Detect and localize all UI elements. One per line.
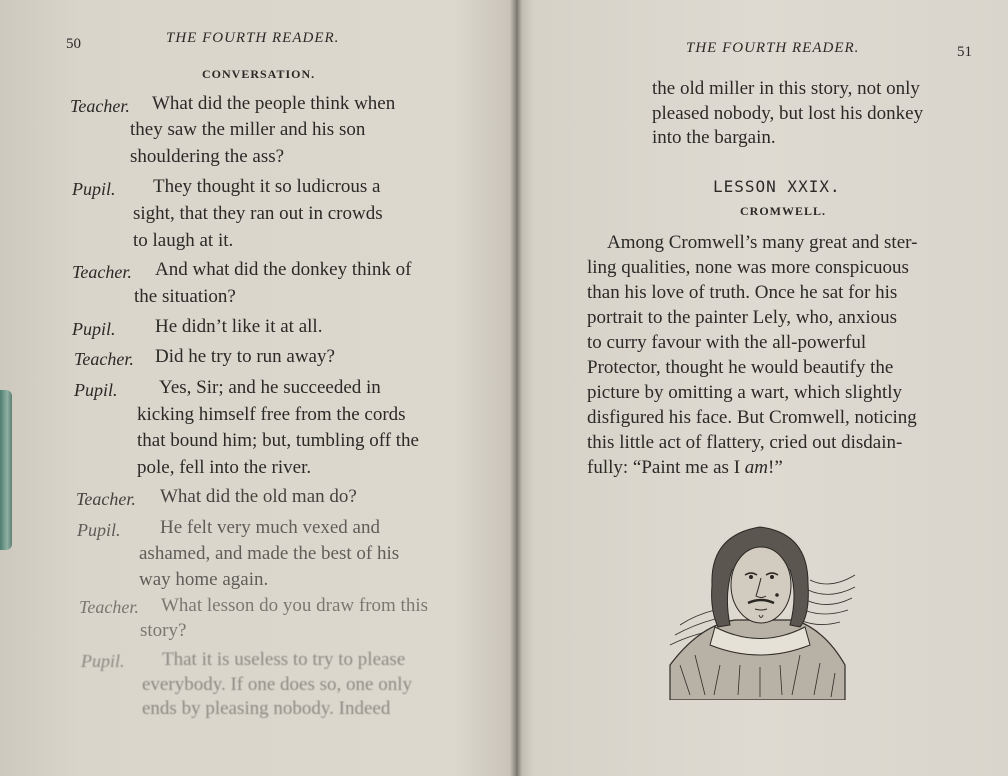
dialogue-line: ends by pleasing nobody. Indeed (142, 698, 391, 719)
running-head-right: THE FOURTH READER. (686, 40, 860, 56)
dialogue-line: sight, that they ran out in crowds (133, 203, 383, 224)
body-line: picture by omitting a wart, which slightly (587, 382, 903, 403)
body-line: this little act of flattery, cried out disdain- (587, 432, 903, 453)
dialogue-line: They thought it so ludicrous a (153, 176, 381, 197)
continuation-line: into the bargain. (652, 127, 776, 148)
dialogue-line: ashamed, and made the best of his (139, 543, 400, 564)
speaker-label: Teacher. (70, 96, 130, 116)
speaker-label: Pupil. (72, 179, 116, 199)
dialogue-line: they saw the miller and his son (130, 119, 366, 140)
dialogue-line: the situation? (134, 286, 236, 307)
speaker-label: Pupil. (74, 380, 118, 400)
body-line: disfigured his face. But Cromwell, noticing (587, 407, 917, 428)
dialogue-line: everybody. If one does so, one only (142, 674, 412, 695)
continuation-line: pleased nobody, but lost his donkey (652, 103, 924, 124)
dialogue-line: He felt very much vexed and (160, 517, 380, 538)
body-line: ling qualities, none was more conspicuous (587, 257, 909, 278)
last-line-suffix: !” (768, 457, 783, 478)
speaker-label: Pupil. (81, 651, 125, 671)
dialogue-line: kicking himself free from the cords (137, 404, 406, 425)
page-number-right: 51 (957, 44, 972, 60)
lesson-subtitle: CROMWELL. (740, 204, 827, 218)
speaker-label: Teacher. (76, 489, 136, 509)
dialogue-line: He didn’t like it at all. (155, 316, 323, 337)
dialogue-line: Did he try to run away? (155, 346, 335, 367)
continuation-line: the old miller in this story, not only (652, 78, 920, 99)
dialogue-line: What did the people think when (152, 93, 396, 114)
lesson-title: LESSON XXIX. (713, 177, 841, 196)
dialogue-line: What did the old man do? (160, 486, 357, 507)
dialogue-line: story? (140, 620, 187, 641)
body-line: Among Cromwell’s many great and ster- (607, 232, 918, 253)
page-number-left: 50 (66, 36, 81, 52)
last-line-prefix: fully: “Paint me as I (587, 457, 745, 478)
dialogue-line: What lesson do you draw from this (161, 595, 429, 616)
emphasized-word: am (744, 457, 769, 478)
body-line-last (587, 457, 783, 479)
body-line: to curry favour with the all-powerful (587, 332, 867, 353)
body-line: Protector, thought he would beautify the (587, 357, 894, 378)
dialogue-line: Yes, Sir; and he succeeded in (159, 377, 381, 398)
dialogue-line: And what did the donkey think of (155, 259, 412, 280)
dialogue-line: way home again. (139, 569, 269, 590)
section-title: CONVERSATION. (202, 67, 316, 81)
body-line: portrait to the painter Lely, who, anxious (587, 307, 898, 328)
dialogue-line: to laugh at it. (133, 230, 234, 251)
running-head-left: THE FOURTH READER. (166, 30, 340, 46)
cromwell-portrait-illustration (660, 515, 860, 700)
dialogue-line: that bound him; but, tumbling off the (137, 430, 419, 451)
dialogue-line: That it is useless to try to please (162, 649, 406, 670)
speaker-label: Pupil. (72, 319, 116, 339)
dialogue-line: shouldering the ass? (130, 146, 285, 167)
speaker-label: Teacher. (74, 349, 134, 369)
body-line: than his love of truth. Once he sat for his (587, 282, 898, 303)
dialogue-line: pole, fell into the river. (137, 457, 312, 478)
speaker-label: Teacher. (79, 597, 139, 617)
speaker-label: Teacher. (72, 262, 132, 282)
speaker-label: Pupil. (77, 520, 121, 540)
